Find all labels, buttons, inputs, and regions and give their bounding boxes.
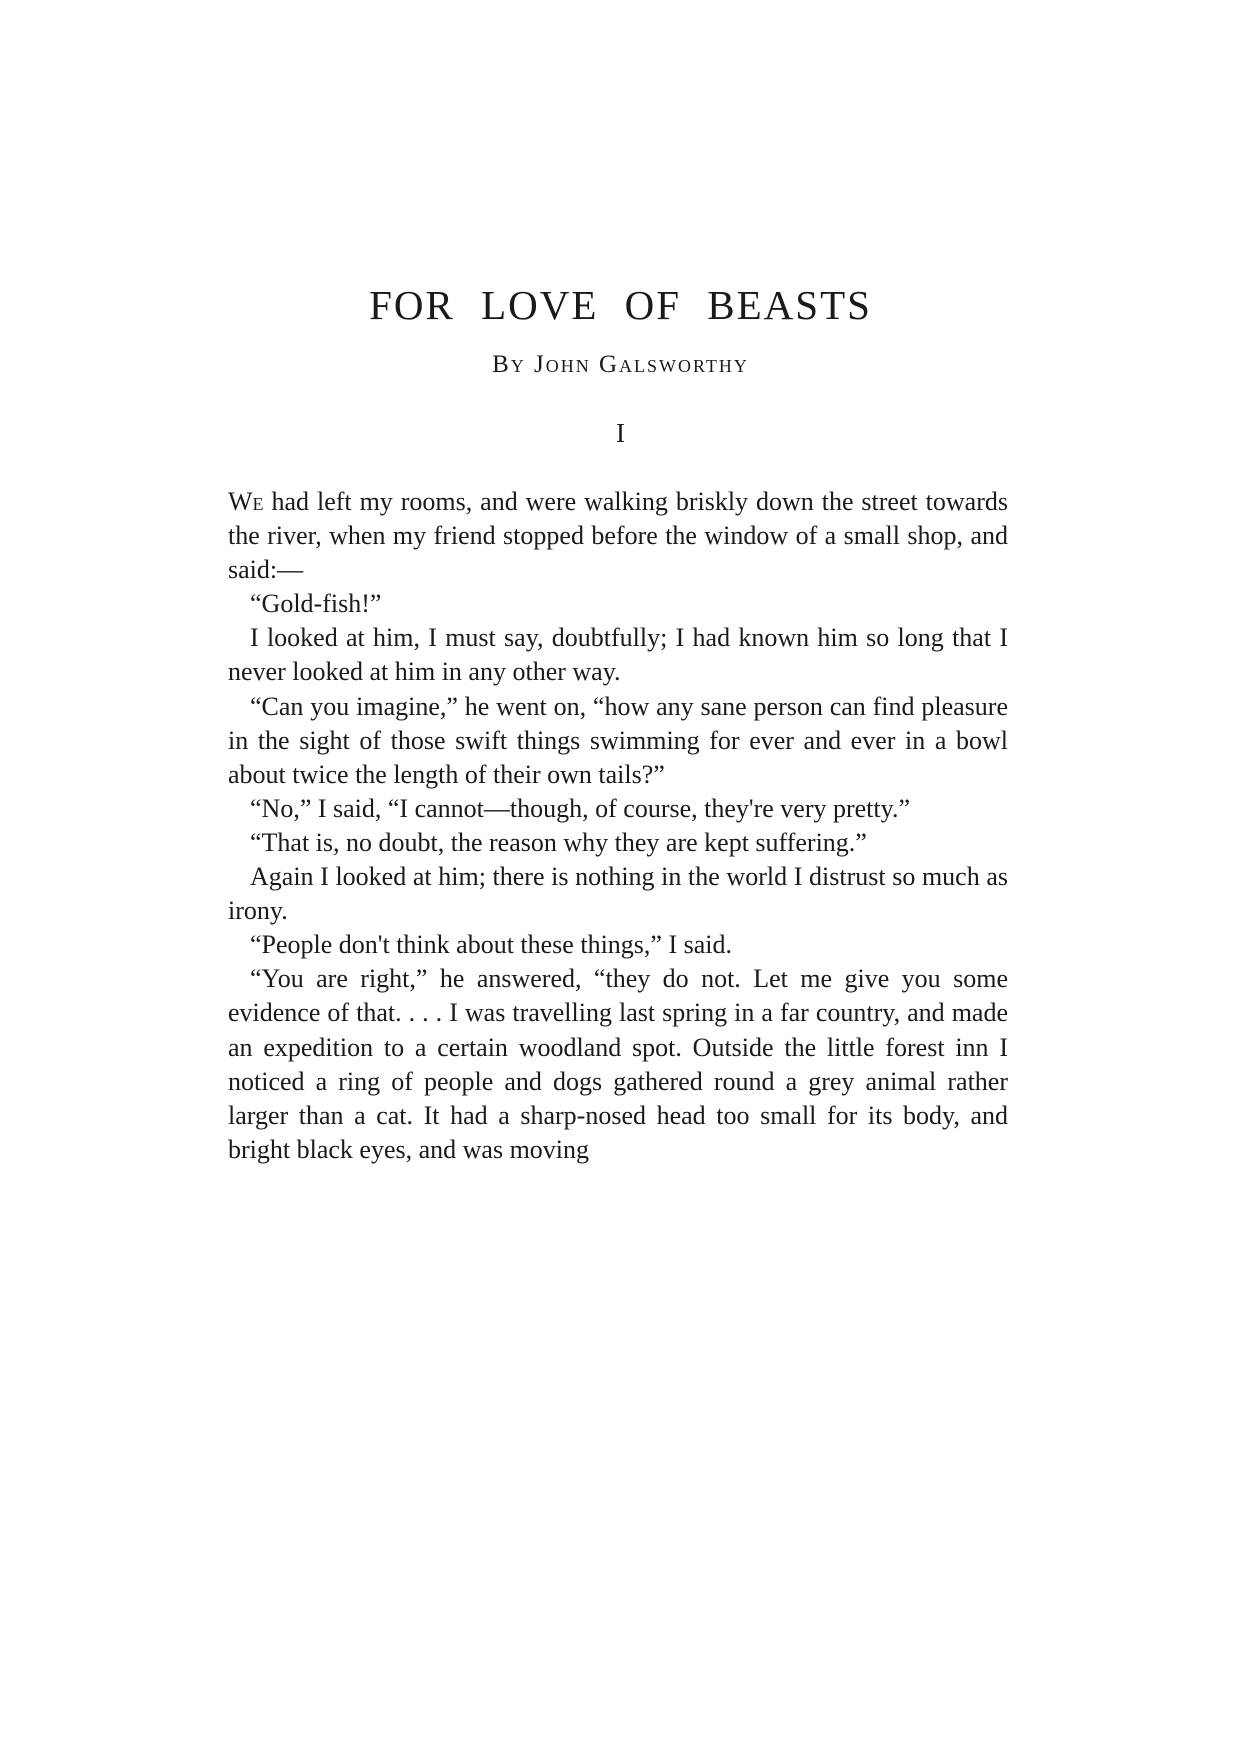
article-body [228, 485, 1008, 1167]
paragraph-8: “People don't think about these things,” I said. [250, 930, 732, 960]
paragraph-7: Again I looked at him; there is nothing in the world I distrust so much as irony. [228, 862, 1008, 926]
paragraph-text: had left my rooms, and were walking briskly down the street towards the river, when my friend stopped before the window of a small shop, and said:— [228, 487, 1008, 585]
paragraph-2: “Gold-fish!” [250, 589, 382, 619]
paragraph-6: “That is, no doubt, the reason why they are kept suffering.” [250, 827, 867, 857]
author-byline: By John Galsworthy [492, 351, 749, 378]
paragraph-5: “No,” I said, “I cannot—though, of course, they're very pretty.” [250, 793, 910, 823]
article-title: FOR LOVE OF BEASTS [369, 282, 872, 329]
paragraph-3: I looked at him, I must say, doubtfully; I had known him so long that I never looked at him in any other way. [228, 623, 1008, 687]
paragraph-9: “You are right,” he answered, “they do not. Let me give you some evidence of that. . . . I was travelling last spring in a far country, and made an expedition to a certain woodland spot. Outside the little forest inn I noticed a ring of people and dogs gathered round a grey animal rather larger than a cat. It had a sharp-nosed head too small for its body, and bright black eyes, and was moving [228, 964, 1008, 1164]
paragraph-4: “Can you imagine,” he went on, “how any sane person can find pleasure in the sight of those swift things swimming for ever and ever in a bowl about twice the length of their own tails?” [228, 691, 1008, 789]
paragraph-1 [228, 485, 1008, 587]
drop-lead-words: We [228, 487, 264, 516]
section-number: I [616, 418, 625, 448]
